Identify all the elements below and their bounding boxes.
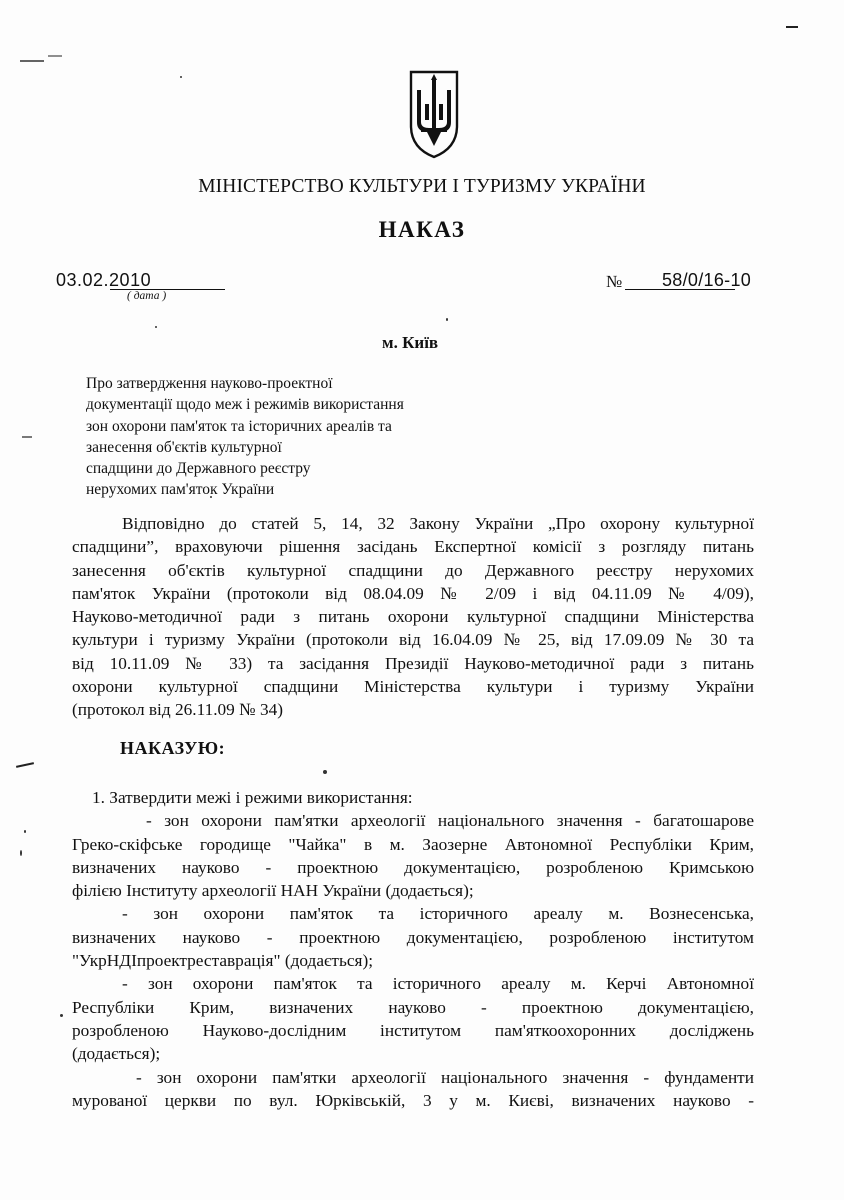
preamble-line: спадщини”, враховуючи рішення засідань Експертної комісії з розгляду питань	[72, 537, 754, 557]
order-number: 58/0/16-10	[662, 270, 752, 290]
subject-line: занесення об'єктів культурної	[86, 438, 282, 456]
preamble-line: Науково-методичної ради з питань охорони культурної спадщини Міністерства	[72, 607, 754, 627]
preamble-line: Відповідно до статей 5, 14, 32 Закону України „Про охорону культурної	[122, 514, 754, 533]
scan-mark	[22, 436, 32, 438]
item-line: визначених науково - проектною документацією, розробленою Кримською	[72, 857, 754, 877]
scan-speck	[24, 830, 26, 833]
preamble-line: від 10.11.09 № 33) та засідання Президії Науково-методичної ради з питань	[72, 653, 754, 673]
subject-line: зон охорони пам'яток та історичних ареалів та	[86, 417, 392, 435]
item-line: Республіки Крим, визначених науково - проектною документацією,	[72, 997, 754, 1017]
item-line: 1. Затвердити межі і режими використання:	[92, 788, 413, 807]
item-line: визначених науково - проектною документацією, розробленою інститутом	[72, 927, 754, 947]
item-line: - зон охорони пам'ятки археології національного значення - фундаменти	[136, 1067, 754, 1087]
item-line: - зон охорони пам'яток та історичного ареалу м. Вознесенська,	[122, 904, 754, 924]
scan-speck	[180, 76, 182, 78]
item-line: - зон охорони пам'яток та історичного ареалу м. Керчі Автономної	[122, 974, 754, 994]
preamble-line: культури і туризму України (протоколи від 16.04.09 № 25, від 17.09.09 № 30 та	[72, 630, 754, 650]
preamble-line: занесення об'єктів культурної спадщини до Державного реєстру нерухомих	[72, 560, 754, 580]
ministry-name: МІНІСТЕРСТВО КУЛЬТУРИ І ТУРИЗМУ УКРАЇНИ	[198, 176, 646, 197]
subject-line: нерухомих пам'яток України	[86, 481, 275, 499]
scan-speck	[155, 326, 157, 328]
order-date: 03.02.2010	[56, 270, 152, 290]
preamble-line: пам'яток України (протоколи від 08.04.09 № 2/09 і від 04.11.09 № 4/09),	[72, 583, 754, 603]
city: м. Київ	[382, 333, 439, 352]
order-items	[72, 786, 754, 1112]
date-caption: ( дата )	[127, 290, 167, 302]
scan-mark	[786, 26, 798, 28]
item-line: (додається);	[72, 1044, 161, 1064]
preamble-line: (протокол від 26.11.09 № 34)	[72, 700, 283, 720]
item-line: - зон охорони пам'ятки археології національного значення - багатошарове	[146, 811, 754, 831]
item-line: розробленою Науково-дослідним інститутом пам'яткоохоронних досліджень	[72, 1020, 754, 1040]
item-line: мурованої церкви по вул. Юрківській, 3 у м. Києві, визначених науково -	[72, 1090, 754, 1110]
preamble	[72, 512, 754, 722]
number-sign: №	[606, 272, 623, 291]
order-word: НАКАЗУЮ:	[120, 738, 226, 758]
scan-speck	[446, 318, 448, 321]
preamble-line: охорони культурної спадщини Міністерства культури і туризму України	[72, 677, 754, 697]
order-subject	[86, 373, 466, 501]
subject-line: Про затвердження науково-проектної	[86, 375, 333, 392]
scan-speck	[60, 1014, 63, 1017]
item-line: філією Інституту археології НАН України (додається);	[72, 881, 474, 901]
item-line: Греко-скіфське городище "Чайка" в м. Заозерне Автономної Республіки Крим,	[72, 834, 754, 854]
scan-mark	[20, 60, 44, 62]
subject-line: документації щодо меж і режимів використання	[86, 396, 404, 414]
scan-mark	[48, 55, 62, 57]
scan-mark	[16, 762, 34, 768]
trident-icon	[407, 68, 461, 160]
document-title: НАКАЗ	[378, 217, 466, 242]
subject-line: спадщини до Державного реєстру	[86, 460, 311, 478]
scan-speck	[20, 850, 22, 856]
scan-speck	[323, 770, 327, 774]
item-line: "УкрНДІпроектреставрація" (додається);	[72, 951, 374, 971]
